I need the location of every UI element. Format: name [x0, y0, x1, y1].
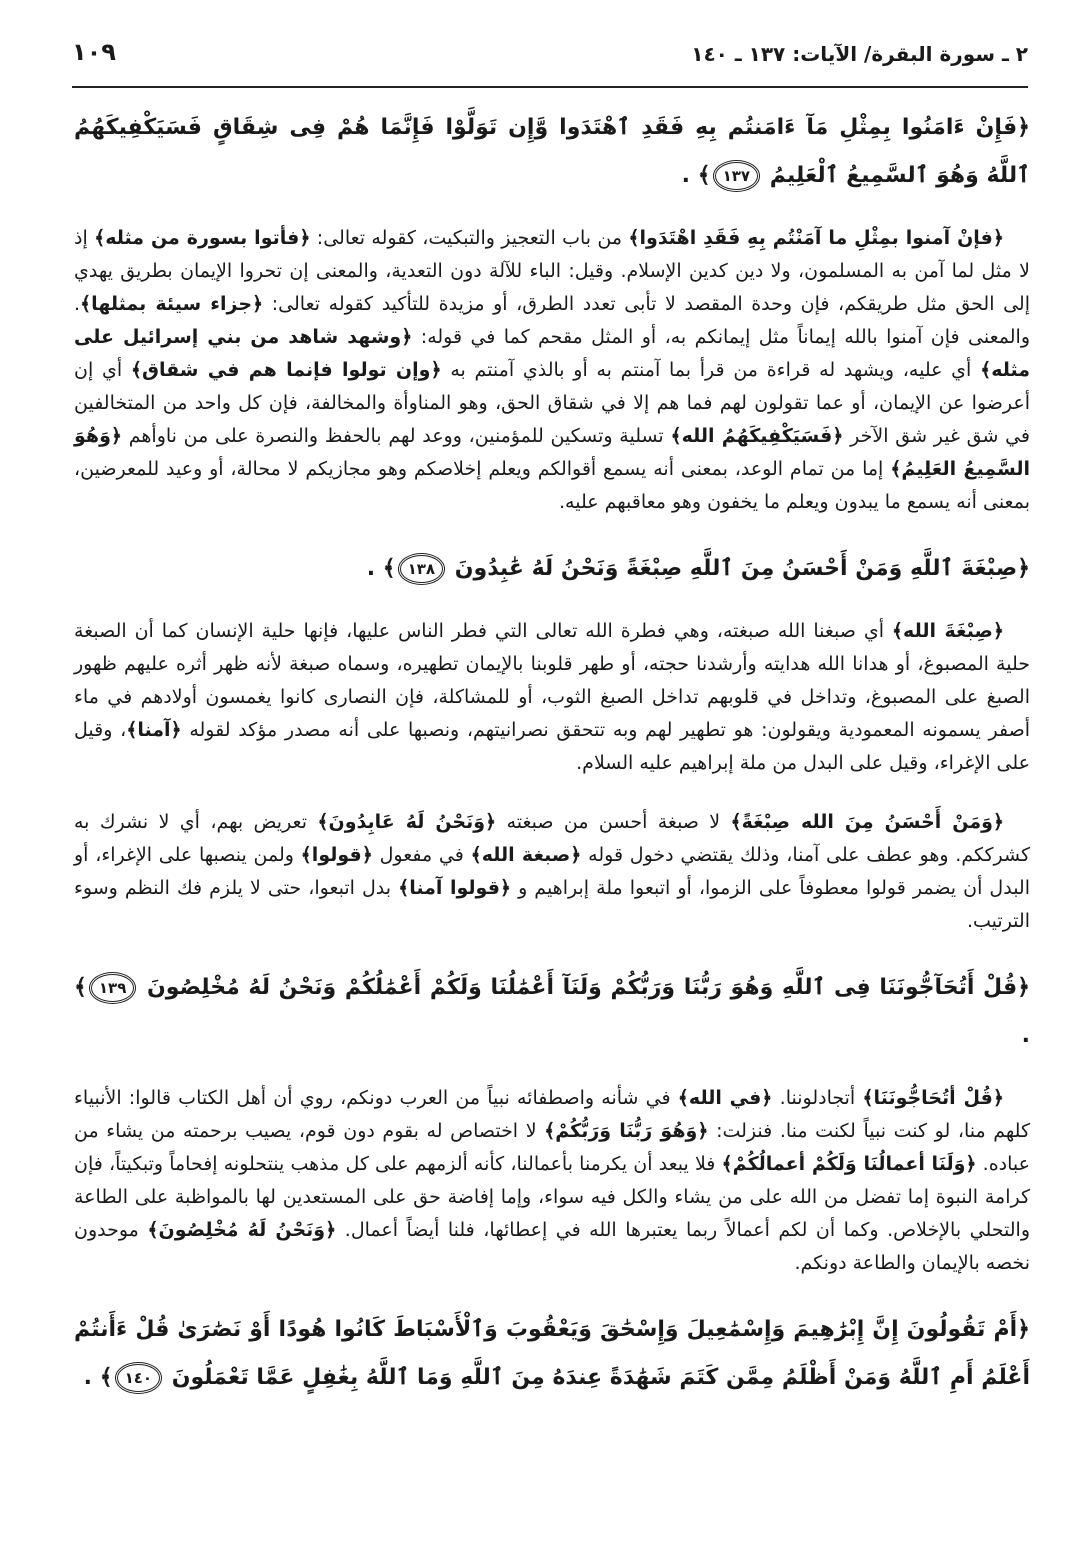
commentary-text: في مفعول [372, 844, 471, 866]
commentary-paragraph [74, 806, 1030, 938]
quoted-verse-phrase: ﴿صِبْغَةَ الله﴾ [891, 620, 1004, 642]
quoted-verse-phrase: ﴿وَلَنَا أعمالُنَا وَلَكُمْ أعمالُكُمْ﴾ [721, 1153, 977, 1175]
verse-text: ﴿صِبْغَةَ ٱللَّهِ وَمَنْ أَحْسَنُ مِنَ ٱللَّهِ صِبْغَةً وَنَحْنُ لَهُ عَٰبِدُونَ [454, 556, 1030, 581]
page-number: ١٠٩ [72, 38, 116, 66]
commentary-text: من باب التعجيز والتبكيت، كقوله تعالى: [310, 227, 629, 249]
quoted-verse-phrase: ﴿فَسَيَكْفِيكَهُمُ الله﴾ [670, 425, 844, 447]
commentary-text: تعريض بهم، أي لا نشرك به كشرككم. وهو عطف على آمنا، وذلك يقتضي دخول قوله [74, 811, 1031, 866]
commentary-text: لا صبغة أحسن من صبغته [496, 811, 731, 833]
quoted-verse-phrase: ﴿وَمَنْ أَحْسَنُ مِنَ الله صِبْغَةً﴾ [730, 811, 1005, 833]
commentary-text: أتجادلوننا. [772, 1087, 863, 1109]
commentary-paragraph [74, 222, 1030, 519]
commentary-text: أي صبغنا الله صبغته، وهي فطرة الله تعالى التي فطر الناس عليها، فإنها حلية الإنسان كما أن الصبغة حلية المصبوغ، أو هدانا الله هدايته وأرشدنا حجته، أو طهر قلوبنا بالإيمان تطهيره، وسماه صبغة لأنه ظهر أثره عليهم ظهور الصبغ على المصبوغ، وتداخل في قلوبهم تداخل الصبغ الثوب، أو للمشاكلة، فإن النصارى كانوا يغمسون أولادهم في ماء أصفر يسمونه المعمودية ويقولون: هو تطهير لهم وبه تتحقق نصرانيتهم، ونصبها على أنه مصدر مؤكد لقوله [74, 620, 1030, 741]
commentary-text: إما من تمام الوعد، بمعنى أنه يسمع أقوالكم ويعلم إخلاصكم وهو مجازيكم لا محالة، أو وعيد للمعرضين، بمعنى أنه يسمع ما يبدون ويعلم ما يخفون وهو معاقبهم عليه. [74, 458, 1030, 513]
verse-number-badge: ١٣٧ [713, 160, 760, 192]
commentary-text: ، وقيل على الإغراء، وقيل على البدل من ملة إبراهيم عليه السلام. [74, 719, 1030, 774]
commentary-paragraph [74, 1082, 1030, 1280]
verse-number-badge: ١٤٠ [115, 1362, 162, 1394]
commentary-text: . والمعنى فإن آمنوا بالله إيماناً مثل إيمانكم به، أو المثل مقحم كما في قوله: [74, 293, 1031, 348]
quran-verse [74, 1306, 1030, 1402]
quoted-verse-phrase: ﴿في الله﴾ [677, 1087, 773, 1109]
commentary-paragraph [74, 615, 1030, 780]
quoted-verse-phrase: ﴿فأتوا بسورة من مثله﴾ [94, 227, 311, 249]
commentary-text: ولمن ينصبها على الإغراء، أو البدل أن يضمر قولوا معطوفاً على الزموا، أو اتبعوا ملة إبراهيم و [74, 844, 1030, 899]
commentary-text: أي إن أعرضوا عن الإيمان، أو عما تقولون لهم فما هم إلا في شقاق الحق، وهو المناوأة والمخالفة، فإن كل واحد من المتخالفين في شق غير شق الآخر [74, 359, 1030, 447]
verse-number-badge: ١٣٨ [398, 553, 445, 585]
running-header [72, 36, 1028, 80]
verse-text: ﴿قُلْ أَتُحَآجُّونَنَا فِى ٱللَّهِ وَهُوَ رَبُّنَا وَرَبُّكُمْ وَلَنَآ أَعْمَٰلُنَا وَلَكُمْ أَعْمَٰلُكُمْ وَنَحْنُ لَهُ مُخْلِصُونَ [147, 975, 1030, 1000]
quoted-verse-phrase: ﴿قُلْ أتُحَاجُّونَنَا﴾ [862, 1087, 1004, 1109]
commentary-text: موحدون نخصه بالإيمان والطاعة دونكم. [74, 1219, 1030, 1274]
quran-verse [74, 104, 1030, 200]
quoted-verse-phrase: ﴿صبغة الله﴾ [470, 844, 582, 866]
surah-verses-title: ٢ ـ سورة البقرة/ الآيات: ١٣٧ ـ ١٤٠ [691, 42, 1028, 66]
verse-closing-bracket: ﴾ . [681, 163, 711, 188]
quoted-verse-phrase: ﴿وَهُوَ رَبُّنَا وَرَبُّكُمْ﴾ [544, 1120, 709, 1142]
quoted-verse-phrase: ﴿وشهد شاهد من بني إسرائيل على مثله﴾ [74, 326, 1030, 381]
verse-closing-bracket: ﴾ . [366, 556, 396, 581]
commentary-text: بدل اتبعوا، حتى لا يلزم فك النظم وسوء الترتيب. [74, 877, 1030, 932]
verse-closing-bracket: ﴾ . [74, 975, 1030, 1048]
commentary-text: في شأنه واصطفائه نبياً من العرب دونكم، روي أن أهل الكتاب قالوا: الأنبياء كلهم منا، لو كنت نبياً لكنت منا. فنزلت: [74, 1087, 1031, 1142]
quran-verse [74, 964, 1030, 1060]
header-divider [72, 86, 1028, 88]
commentary-text: أي عليه، ويشهد له قراءة من قرأ بما آمنتم به أو بالذي آمنتم به [441, 359, 981, 381]
quoted-verse-phrase: ﴿وإن تولوا فإنما هم في شقاق﴾ [130, 359, 442, 381]
commentary-text: تسلية وتسكين للمؤمنين، ووعد لهم بالحفظ والنصرة على من ناوأهم [122, 425, 671, 447]
verse-text: ﴿فَإِنْ ءَامَنُوا بِمِثْلِ مَآ ءَامَنتُم بِهِ فَقَدِ ٱهْتَدَوا وَّإِن تَوَلَّوْا فَإِنَّمَا هُمْ فِى شِقَاقٍ فَسَيَكْفِيكَهُمُ ٱللَّهُ وَهُوَ ٱلسَّمِيعُ ٱلْعَلِيمُ [74, 115, 1030, 188]
page-body [74, 104, 1030, 1424]
quoted-verse-phrase: ﴿آمنا﴾ [126, 719, 182, 741]
quoted-verse-phrase: ﴿وَنَحْنُ لَهُ مُخْلِصُونَ﴾ [147, 1219, 337, 1241]
quran-verse [74, 545, 1030, 593]
verse-closing-bracket: ﴾ . [83, 1365, 113, 1390]
verse-text: ﴿أَمْ تَقُولُونَ إِنَّ إِبْرَٰهِيمَ وَإِسْمَٰعِيلَ وَإِسْحَٰقَ وَيَعْقُوبَ وَٱلْأَسْبَاطَ كَانُوا هُودًا أَوْ نَصَٰرَىٰ قُلْ ءَأَنتُمْ أَعْلَمُ أَمِ ٱللَّهُ وَمَنْ أَظْلَمُ مِمَّن كَتَمَ شَهَٰدَةً عِندَهُ مِنَ ٱللَّهِ وَمَا ٱللَّهُ بِغَٰفِلٍ عَمَّا تَعْمَلُونَ [74, 1317, 1030, 1390]
commentary-text: إذ لا مثل لما آمن به المسلمون، ولا دين كدين الإسلام. وقيل: الباء للآلة دون التعدية، والمعنى إن تحروا الإيمان بطريق يهدي إلى الحق مثل طريقكم، فإن وحدة المقصد لا تأبى تعدد الطرق، أو مزيدة للتأكيد كقوله تعالى: [74, 227, 1031, 315]
quoted-verse-phrase: ﴿قولوا﴾ [300, 844, 373, 866]
quoted-verse-phrase: ﴿فإنْ آمنوا بمِثْلِ ما آمَنْتُم بِهِ فَقَدِ اهْتَدَوا﴾ [628, 227, 1004, 249]
quoted-verse-phrase: ﴿وَنَحْنُ لَهُ عَابِدُونَ﴾ [317, 811, 497, 833]
quoted-verse-phrase: ﴿وَهُوَ السَّمِيعُ العَلِيمُ﴾ [74, 425, 1031, 480]
verse-number-badge: ١٣٩ [89, 972, 136, 1004]
quoted-verse-phrase: ﴿جزاء سيئة بمثلها﴾ [80, 293, 264, 315]
quoted-verse-phrase: ﴿قولوا آمنا﴾ [398, 877, 512, 899]
commentary-text: لا اختصاص له بقوم دون قوم، يصيب برحمته من يشاء من عباده. [74, 1120, 1030, 1175]
commentary-text: فلا يبعد أن يكرمنا بأعمالنا، كأنه ألزمهم على كل مذهب ينتحلونه إفحاماً وتبكيتاً، فإن كرامة النبوة إما تفضل من الله على من يشاء والكل فيه سواء، وإما إفاضة حق على المستعدين لها بالمواظبة على الطاعة والتحلي بالإخلاص. وكما أن لكم أعمالاً ربما يعتبرها الله في إعطائها، فلنا أيضاً أعمال. [74, 1153, 1031, 1241]
